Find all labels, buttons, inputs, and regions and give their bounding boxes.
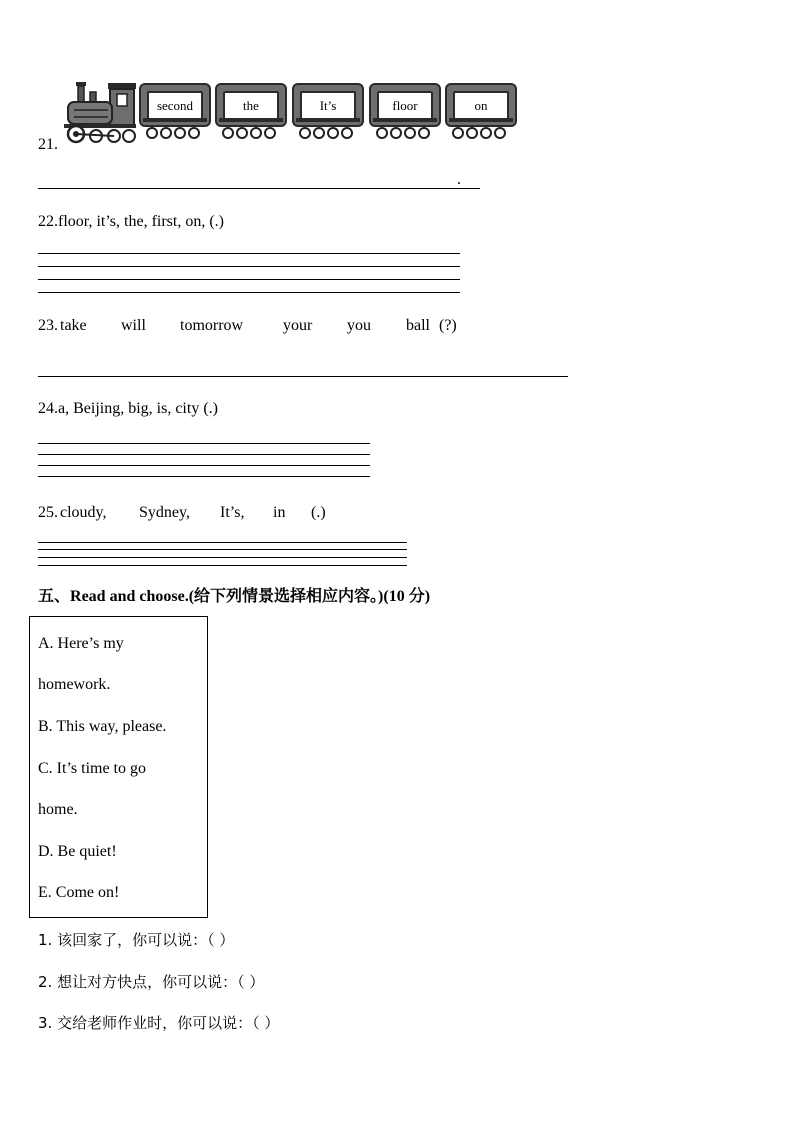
question-23-word: (?)	[439, 317, 457, 334]
question-23-word: ball	[406, 317, 430, 334]
question-23-number: 23.	[38, 317, 58, 334]
train-car-3	[292, 83, 364, 127]
answer-line	[38, 465, 370, 466]
answer-line	[38, 266, 460, 267]
option-line: homework.	[38, 676, 111, 693]
option-line: home.	[38, 801, 78, 818]
wheels	[452, 127, 506, 141]
question-23-word: tomorrow	[180, 317, 244, 334]
question-25-number: 25.	[38, 504, 58, 521]
answer-line	[38, 188, 480, 189]
question-25-word: cloudy,	[60, 504, 107, 521]
train-car-2	[215, 83, 287, 127]
question-24: 24.a, Beijing, big, is, city (.)	[38, 400, 218, 417]
train-car-4	[369, 83, 441, 127]
option-line: A. Here’s my	[38, 635, 124, 652]
option-line: D. Be quiet!	[38, 843, 117, 860]
train-car-1	[139, 83, 211, 127]
question-23-word: you	[347, 317, 371, 334]
wheels	[376, 127, 430, 141]
section-score: (10 分)	[383, 588, 431, 605]
answer-line	[38, 454, 370, 455]
train-car-word: It’s	[300, 91, 356, 121]
section-heading	[38, 585, 430, 608]
wheels	[146, 127, 200, 141]
question-22: 22.floor, it’s, the, first, on, (.)	[38, 213, 224, 230]
train-car-word: floor	[377, 91, 433, 121]
locomotive-icon	[62, 80, 140, 146]
scenario-question-2: 2. 想让对方快点，你可以说：（ ）	[38, 973, 265, 991]
train-car-5	[445, 83, 517, 127]
question-23-word: take	[60, 317, 87, 334]
answer-line	[38, 565, 407, 566]
question-21-number: 21.	[38, 136, 58, 153]
answer-line	[38, 292, 460, 293]
answer-line	[38, 557, 407, 558]
answer-line	[38, 253, 460, 254]
question-25-word: Sydney,	[139, 504, 190, 521]
option-line: B. This way, please.	[38, 718, 167, 735]
answer-line	[38, 279, 460, 280]
option-line: C. It’s time to go	[38, 760, 146, 777]
answer-line	[38, 443, 370, 444]
question-23-word: will	[121, 317, 146, 334]
section-instruction: (给下列情景选择相应内容。)	[188, 588, 384, 605]
train-car-word: on	[453, 91, 509, 121]
wheels	[299, 127, 353, 141]
answer-line	[38, 376, 568, 377]
train-car-word: the	[223, 91, 279, 121]
answer-line	[38, 549, 407, 550]
question-25-word: in	[273, 504, 286, 521]
question-21-end-mark: .	[457, 171, 461, 188]
section-prefix: 五、	[38, 588, 71, 605]
scenario-question-1: 1. 该回家了，你可以说：（ ）	[38, 931, 235, 949]
option-line: E. Come on!	[38, 884, 120, 901]
question-25-word: It’s,	[220, 504, 245, 521]
answer-line	[38, 476, 370, 477]
scenario-question-3: 3. 交给老师作业时，你可以说：（ ）	[38, 1014, 280, 1032]
train-car-word: second	[147, 91, 203, 121]
section-title: Read and choose.	[70, 588, 189, 605]
question-25-word: (.)	[311, 504, 326, 521]
question-23-word: your	[283, 317, 313, 334]
answer-line	[38, 542, 407, 543]
train-illustration	[62, 80, 522, 146]
wheels	[222, 127, 276, 141]
